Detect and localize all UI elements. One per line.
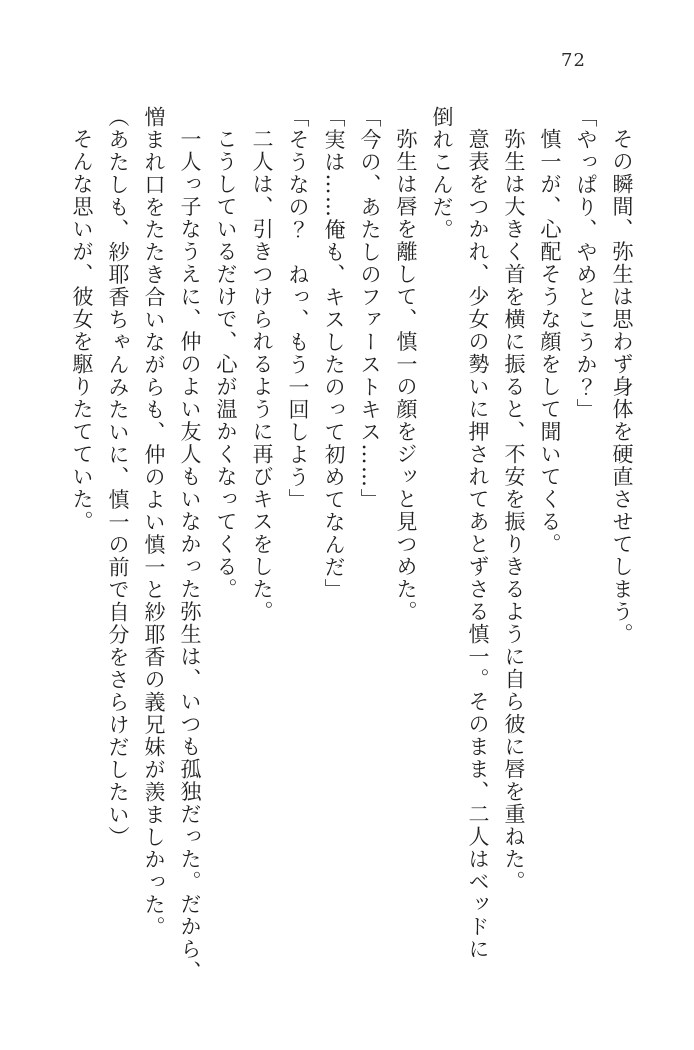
text-block <box>64 106 640 998</box>
text-line: 一人っ子なうえに、仲のよい友人もいなかった弥生は、いつも孤独だった。だから、 <box>178 128 202 983</box>
text-line: 慎一が、心配そうな顔をして聞いてくる。 <box>538 128 562 556</box>
text-line: 「やっぱり、やめとこうか？」 <box>574 106 598 421</box>
text-line: 「実は……俺も、キスしたのって初めてなんだ」 <box>322 106 346 601</box>
text-line: 二人は、引きつけられるように再びキスをした。 <box>250 128 274 623</box>
text-line: 「今の、あたしのファーストキス……」 <box>358 106 382 511</box>
text-line: （あたしも、紗耶香ちゃんみたいに、慎一の前で自分をさらけだしたい） <box>106 106 130 849</box>
text-line: 倒れこんだ。 <box>430 106 454 241</box>
text-line: 「そうなの？ ねっ、もう一回しよう」 <box>286 106 310 511</box>
text-line: 弥生は大きく首を横に振ると、不安を振りきるように自ら彼に唇を重ねた。 <box>502 128 526 893</box>
text-line: 憎まれ口をたたき合いながらも、仲のよい慎一と紗耶香の義兄妹が羨ましかった。 <box>142 106 166 939</box>
text-line: 弥生は唇を離して、慎一の顔をジッと見つめた。 <box>394 128 418 623</box>
text-line: こうしているだけで、心が温かくなってくる。 <box>214 128 238 601</box>
text-line: その瞬間、弥生は思わず身体を硬直させてしまう。 <box>610 128 634 646</box>
text-line: 意表をつかれ、少女の勢いに押されてあとずさる慎一。そのまま、二人はベッドに <box>466 128 490 961</box>
text-line: そんな思いが、彼女を駆りたてていた。 <box>70 128 94 533</box>
page-number: 72 <box>561 50 586 71</box>
